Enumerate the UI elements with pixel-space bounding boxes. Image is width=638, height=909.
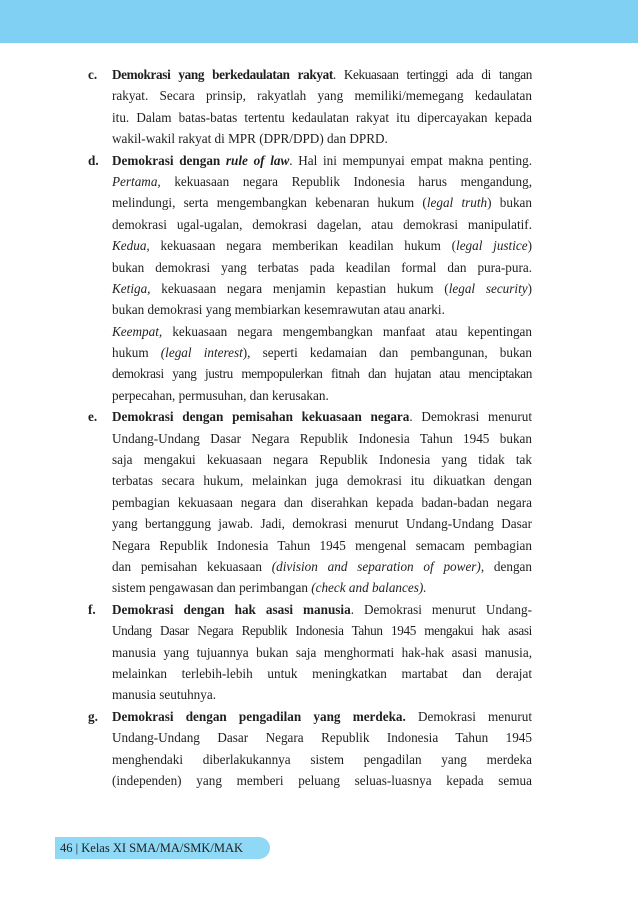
item-letter: e. xyxy=(88,409,98,425)
text-line: Demokrasi dengan pemisahan kekuasaan negara. Demokrasi menurut xyxy=(112,409,533,425)
text-line: bukan demokrasi yang terbatas pada keadilan formal dan pura-pura. xyxy=(112,259,532,275)
header-band xyxy=(0,0,638,43)
text-line: Undang-Undang Dasar Negara Republik Indonesia Tahun 1945 bukan xyxy=(112,430,532,446)
text-line: Demokrasi dengan pengadilan yang merdeka. Demokrasi menurut xyxy=(112,708,532,724)
item-heading: Demokrasi dengan pemisahan kekuasaan negara xyxy=(112,409,410,425)
text-line: manusia yang tujuannya bukan saja menghormati hak-hak asasi manusia, xyxy=(112,644,532,660)
list-item-d xyxy=(88,150,532,407)
list-item-e xyxy=(88,406,532,599)
text-line: terbatas secara hukum, melainkan juga demokrasi itu dikuatkan dengan xyxy=(112,473,532,489)
text-line: demokrasi yang justru mempopulerkan fitnah dan hujatan atau menciptakan xyxy=(112,366,532,382)
text-line: demokrasi ugal-ugalan, demokrasi dagelan, atau demokrasi manipulatif. xyxy=(112,216,532,232)
keyword-pertama: Pertama, xyxy=(112,173,161,189)
item-heading: Demokrasi dengan rule of law xyxy=(112,152,290,168)
text-line: manusia seutuhnya. xyxy=(112,687,217,703)
text-run: . Kekuasaan tertinggi ada di tangan xyxy=(332,67,532,82)
text-line: melindungi, serta mengembangkan kebenaran hukum (legal truth) bukan xyxy=(112,195,532,211)
text-run: . Hal ini mempunyai empat makna penting. xyxy=(289,152,533,168)
text-line: saja mengakui kekuasaan negara Republik Indonesia yang tidak tak xyxy=(112,452,532,468)
text-line: yang bertanggung jawab. Jadi, demokrasi menurut Undang-Undang Dasar xyxy=(112,516,532,532)
item-body xyxy=(112,64,532,150)
text-line: menghendaki diberlakukannya sistem pengadilan yang merdeka xyxy=(112,751,532,767)
text-line xyxy=(112,150,532,171)
text-line: Demokrasi dengan hak asasi manusia. Demokrasi menurut Undang- xyxy=(112,601,532,617)
item-body xyxy=(112,150,532,407)
item-body xyxy=(112,706,532,792)
text-line: Pertama, kekuasaan negara Republik Indonesia harus mengandung, xyxy=(112,173,532,189)
item-letter: f. xyxy=(88,601,96,617)
text-line: dan pemisahan kekuasaan (division and separation of power), dengan xyxy=(112,558,532,574)
item-body xyxy=(112,599,532,706)
text-line: hukum (legal interest), seperti kedamaian dan pembangunan, bukan xyxy=(112,345,532,361)
text-line: Kedua, kekuasaan negara memberikan keadilan hukum (legal justice) xyxy=(112,238,533,254)
text-line: perpecahan, permusuhan, dan kerusakan. xyxy=(112,387,329,403)
text-line: wakil-wakil rakyat di MPR (DPR/DPD) dan DPRD. xyxy=(112,131,388,147)
text-line: Ketiga, kekuasaan negara menjamin kepastian hukum (legal security) xyxy=(112,280,532,296)
text-line: sistem pengawasan dan perimbangan (check and balances). xyxy=(112,580,427,596)
text-line: (independen) yang memberi peluang seluas-luasnya kepada semua xyxy=(112,772,532,788)
item-heading: Demokrasi yang berkedaulatan rakyat xyxy=(112,67,333,82)
keyword-keempat: Keempat, xyxy=(112,323,163,339)
item-heading: Demokrasi dengan hak asasi manusia xyxy=(112,601,351,617)
text-line: bukan demokrasi yang membiarkan kesemrawutan atau anarki. xyxy=(112,302,445,318)
text-line: Negara Republik Indonesia Tahun 1945 mengenal semacam pembagian xyxy=(112,537,532,553)
page-content xyxy=(88,64,532,791)
text-line: melainkan terlebih-lebih untuk meningkatkan martabat dan derajat xyxy=(112,665,532,681)
text-line: itu. Dalam batas-batas tertentu kedaulatan rakyat itu dipercayakan kepada xyxy=(112,109,532,125)
text-line: pembagian kekuasaan negara dan diserahkan kepada badan-badan negara xyxy=(112,494,532,510)
keyword-kedua: Kedua, xyxy=(112,238,150,254)
text-line: Undang-Undang Dasar Negara Republik Indonesia Tahun 1945 xyxy=(112,730,532,746)
item-body xyxy=(112,406,532,599)
text-line: Keempat, kekuasaan negara mengembangkan manfaat atau kepentingan xyxy=(112,323,532,339)
list-item-g xyxy=(88,706,532,792)
item-letter: c. xyxy=(88,67,98,82)
text-line: rakyat. Secara prinsip, rakyatlah yang memiliki/memegang kedaulatan xyxy=(112,88,532,104)
text-line: Undang Dasar Negara Republik Indonesia Tahun 1945 mengakui hak asasi xyxy=(112,623,532,639)
keyword-ketiga: Ketiga, xyxy=(112,280,151,296)
text-line xyxy=(112,64,532,85)
list-item-c xyxy=(88,64,532,150)
list-item-f xyxy=(88,599,532,706)
item-letter: d. xyxy=(88,152,99,168)
item-letter: g. xyxy=(88,708,98,724)
item-heading: Demokrasi dengan pengadilan yang merdeka. xyxy=(112,708,406,724)
page-footer-label: 46 | Kelas XI SMA/MA/SMK/MAK xyxy=(60,841,244,855)
